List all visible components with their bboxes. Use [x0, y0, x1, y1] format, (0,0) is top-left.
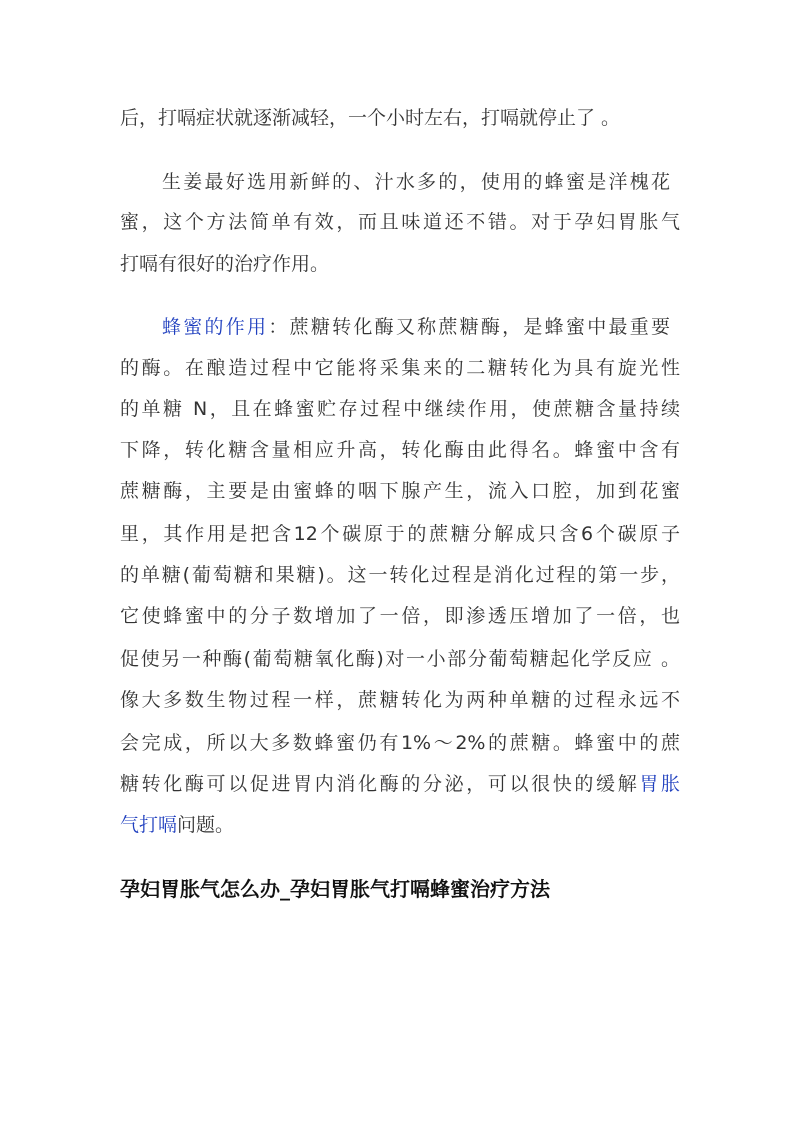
honey-effect-link[interactable]: 蜂蜜的作用 — [162, 316, 269, 338]
section-heading: 孕妇胃胀气怎么办_孕妇胃胀气打嗝蜂蜜治疗方法 — [120, 877, 550, 901]
honey-line-2: 的酶。在酿造过程中它能将采集来的二糖转化为具有旋光性 — [120, 357, 680, 379]
intro-line-1: 后，打嗝症状就逐渐减轻，一个小时左右，打嗝就停止了 。 — [120, 107, 621, 129]
honey-line-11: 会完成，所以大多数蜂蜜仍有1%～2%的蔗糖。蜂蜜中的蔗 — [120, 732, 680, 754]
honey-line-5: 蔗糖酶，主要是由蜜蜂的咽下腺产生，流入口腔，加到花蜜 — [120, 480, 680, 502]
honey-line-7: 的单糖(葡萄糖和果糖)。这一转化过程是消化过程的第一步， — [120, 564, 680, 586]
honey-line-8: 它使蜂蜜中的分子数增加了一倍，即渗透压增加了一倍，也 — [120, 605, 680, 627]
honey-line-13 — [120, 813, 680, 837]
tip-line-2: 蜜，这个方法简单有效，而且味道还不错。对于孕妇胃胀气 — [120, 211, 680, 233]
honey-line-3: 的单糖 N，且在蜂蜜贮存过程中继续作用，使蔗糖含量持续 — [120, 398, 680, 420]
honey-line-10: 像大多数生物过程一样，蔗糖转化为两种单糖的过程永远不 — [120, 689, 680, 711]
stomach-bloating-link-part-1[interactable]: 胃胀 — [639, 773, 680, 795]
honey-line-6: 里，其作用是把含12个碳原于的蔗糖分解成只含6个碳原子 — [120, 523, 680, 545]
honey-line-4: 下降，转化糖含量相应升高，转化酶由此得名。蜂蜜中含有 — [120, 439, 680, 461]
tip-line-3: 打嗝有很好的治疗作用。 — [120, 253, 330, 275]
honey-line-1 — [162, 315, 670, 339]
honey-line-9: 促使另一种酶(葡萄糖氧化酶)对一小部分葡萄糖起化学反应 。 — [120, 648, 680, 670]
honey-line-13-rest: 问题。 — [177, 814, 235, 836]
honey-line-1-rest: ：蔗糖转化酶又称蔗糖酶，是蜂蜜中最重要 — [268, 316, 670, 338]
honey-line-12 — [120, 772, 680, 796]
honey-line-12-text: 糖转化酶可以促进胃内消化酶的分泌，可以很快的缓解 — [120, 773, 640, 795]
stomach-bloating-link-part-2[interactable]: 气打嗝 — [120, 814, 178, 836]
tip-line-1: 生姜最好选用新鲜的、汁水多的，使用的蜂蜜是洋槐花 — [162, 171, 670, 193]
